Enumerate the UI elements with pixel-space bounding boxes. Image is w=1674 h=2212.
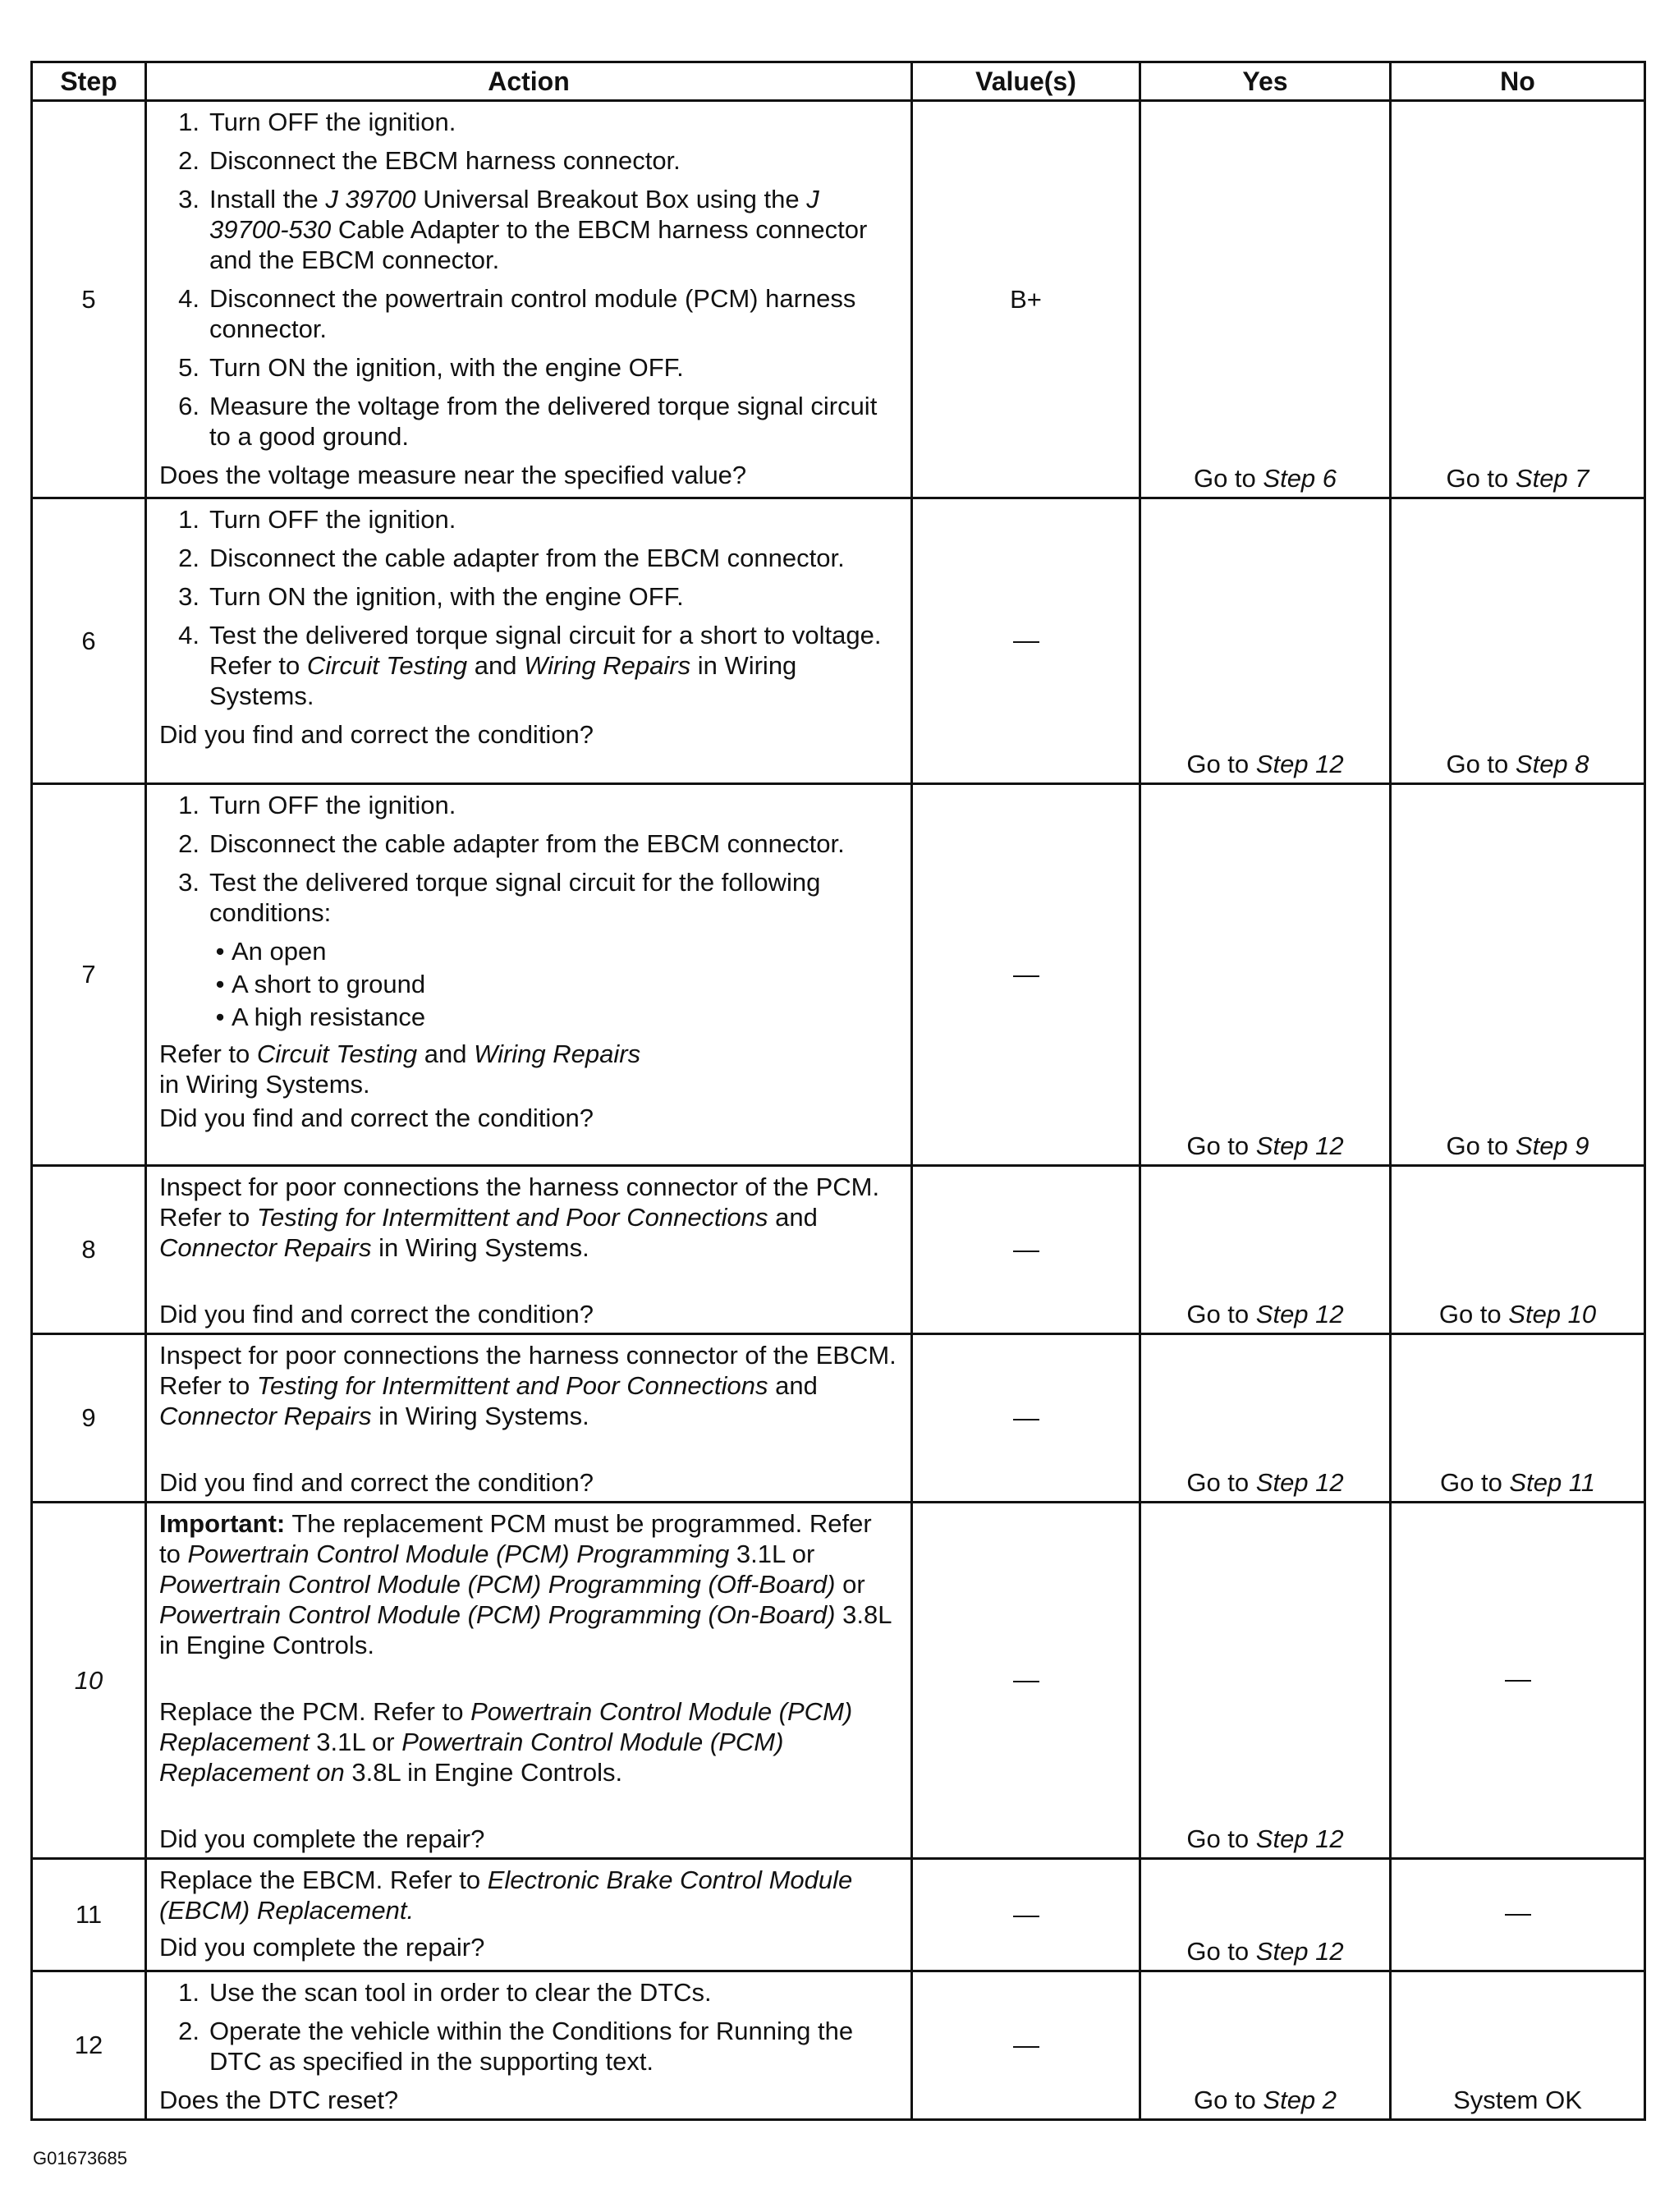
- table-row: [32, 1503, 1645, 1859]
- dash-mark: [1505, 1680, 1531, 1682]
- step-number: 6: [32, 498, 146, 784]
- question-text: Did you complete the repair?: [159, 1824, 485, 1853]
- header-step: Step: [32, 62, 146, 101]
- table-row: [32, 1971, 1645, 2120]
- list-item: 1. Turn OFF the ignition.: [178, 108, 456, 136]
- step-number: 12: [32, 1971, 146, 2120]
- yes-cell: Go to Step 12: [1140, 1859, 1391, 1971]
- action-cell: [146, 498, 912, 784]
- list-item: 1. Turn OFF the ignition.: [178, 791, 456, 819]
- list-item: • An open: [215, 937, 327, 966]
- condition-list: [159, 936, 899, 1032]
- question-text: Did you find and correct the condition?: [159, 1468, 594, 1497]
- yes-cell: Go to Step 6: [1140, 101, 1391, 498]
- yes-cell: Go to Step 12: [1140, 784, 1391, 1166]
- dash-mark: [1013, 1681, 1039, 1682]
- instruction-text: Inspect for poor connections the harness connector of the PCM. Refer to Testing for Intermittent and Poor Connections and Connector Repairs in Wiring Systems.: [159, 1173, 880, 1262]
- step-number: 7: [32, 784, 146, 1166]
- step-number: 11: [32, 1859, 146, 1971]
- list-item: 2. Disconnect the EBCM harness connector.: [178, 146, 681, 175]
- no-cell: Go to Step 7: [1391, 101, 1645, 498]
- action-cell: [146, 1334, 912, 1503]
- table-row: [32, 784, 1645, 1166]
- list-item: 1. Turn OFF the ignition.: [178, 505, 456, 534]
- refer-text: Refer to Circuit Testing and Wiring Repairs in Wiring Systems.: [159, 1039, 641, 1099]
- header-no: No: [1391, 62, 1645, 101]
- dash-mark: [1013, 1251, 1039, 1252]
- diagnostic-table: [30, 61, 1646, 2121]
- question-text: Did you find and correct the condition?: [159, 1300, 594, 1329]
- dash-mark: [1013, 975, 1039, 977]
- list-item: 2. Disconnect the cable adapter from the EBCM connector.: [178, 829, 845, 858]
- list-item: 2. Disconnect the cable adapter from the EBCM connector.: [178, 544, 845, 572]
- yes-cell: Go to Step 12: [1140, 498, 1391, 784]
- no-cell: Go to Step 9: [1391, 784, 1645, 1166]
- dash-mark: [1013, 641, 1039, 643]
- action-cell: [146, 1859, 912, 1971]
- value-cell: [912, 1166, 1140, 1334]
- value-cell: B+: [912, 101, 1140, 498]
- question-text: Did you complete the repair?: [159, 1933, 485, 1962]
- action-cell: [146, 1166, 912, 1334]
- replace-instruction: Replace the PCM. Refer to Powertrain Control Module (PCM) Replacement 3.1L or Powertrain Control Module (PCM) Replacement on 3.8L in Engine Controls.: [159, 1697, 853, 1787]
- instruction-text: Inspect for poor connections the harness connector of the EBCM. Refer to Testing for Intermittent and Poor Connections and Connector Repairs in Wiring Systems.: [159, 1341, 897, 1430]
- no-cell: Go to Step 10: [1391, 1166, 1645, 1334]
- question-text: Does the voltage measure near the specified value?: [159, 461, 747, 489]
- list-item: • A high resistance: [215, 1003, 426, 1031]
- header-row: [32, 62, 1645, 101]
- action-cell: [146, 1971, 912, 2120]
- important-note: Important: The replacement PCM must be programmed. Refer to Powertrain Control Module (PCM) Programming 3.1L or Powertrain Control Module (PCM) Programming (Off-Board) or Powertrain Control Module (PCM) Programming (On-Board) 3.8L in Engine Controls.: [159, 1509, 892, 1659]
- table-row: [32, 1859, 1645, 1971]
- action-cell: [146, 784, 912, 1166]
- list-item: 1. Use the scan tool in order to clear the DTCs.: [178, 1978, 712, 2007]
- table-row: [32, 498, 1645, 784]
- header-action: Action: [146, 62, 912, 101]
- step-number: 10: [32, 1503, 146, 1859]
- step-number: 9: [32, 1334, 146, 1503]
- step-number: 5: [32, 101, 146, 498]
- value-cell: [912, 1859, 1140, 1971]
- value-cell: [912, 1503, 1140, 1859]
- table-row: [32, 1166, 1645, 1334]
- list-item: 5. Turn ON the ignition, with the engine OFF.: [178, 353, 684, 382]
- value-cell: [912, 1334, 1140, 1503]
- list-item: 6. Measure the voltage from the delivered torque signal circuit to a good ground.: [178, 392, 878, 451]
- no-cell: [1391, 1503, 1645, 1859]
- yes-cell: Go to Step 12: [1140, 1503, 1391, 1859]
- no-cell: System OK: [1391, 1971, 1645, 2120]
- no-cell: Go to Step 8: [1391, 498, 1645, 784]
- yes-cell: Go to Step 12: [1140, 1334, 1391, 1503]
- list-item: 3. Turn ON the ignition, with the engine OFF.: [178, 582, 684, 611]
- figure-id: G01673685: [33, 2148, 127, 2168]
- dash-mark: [1013, 1419, 1039, 1420]
- header-values: Value(s): [912, 62, 1140, 101]
- value-cell: [912, 498, 1140, 784]
- list-item: 3. Test the delivered torque signal circuit for the following conditions:: [178, 868, 821, 927]
- table-row: [32, 101, 1645, 498]
- yes-cell: Go to Step 2: [1140, 1971, 1391, 2120]
- list-item: • A short to ground: [215, 970, 426, 998]
- yes-cell: Go to Step 12: [1140, 1166, 1391, 1334]
- header-yes: Yes: [1140, 62, 1391, 101]
- value-cell: [912, 784, 1140, 1166]
- step-number: 8: [32, 1166, 146, 1334]
- question-text: Did you find and correct the condition?: [159, 1104, 594, 1132]
- table-row: [32, 1334, 1645, 1503]
- question-text: Does the DTC reset?: [159, 2086, 399, 2114]
- action-cell: [146, 101, 912, 498]
- list-item: 2. Operate the vehicle within the Conditions for Running the DTC as specified in the supporting text.: [178, 2017, 854, 2076]
- question-text: Did you find and correct the condition?: [159, 720, 594, 749]
- dash-mark: [1013, 1916, 1039, 1917]
- value-cell: [912, 1971, 1140, 2120]
- action-cell: [146, 1503, 912, 1859]
- no-cell: [1391, 1859, 1645, 1971]
- no-cell: Go to Step 11: [1391, 1334, 1645, 1503]
- instruction-text: Replace the EBCM. Refer to Electronic Brake Control Module (EBCM) Replacement.: [159, 1866, 853, 1925]
- dash-mark: [1505, 1914, 1531, 1916]
- list-item: 4. Disconnect the powertrain control module (PCM) harness connector.: [178, 284, 856, 343]
- list-item: 4. Test the delivered torque signal circuit for a short to voltage. Refer to Circuit Testing and Wiring Repairs in Wiring Systems.: [178, 621, 882, 710]
- dash-mark: [1013, 2046, 1039, 2048]
- list-item: 3. Install the J 39700 Universal Breakout Box using the J 39700-530 Cable Adapter to the EBCM harness connector and the EBCM connector.: [178, 185, 868, 274]
